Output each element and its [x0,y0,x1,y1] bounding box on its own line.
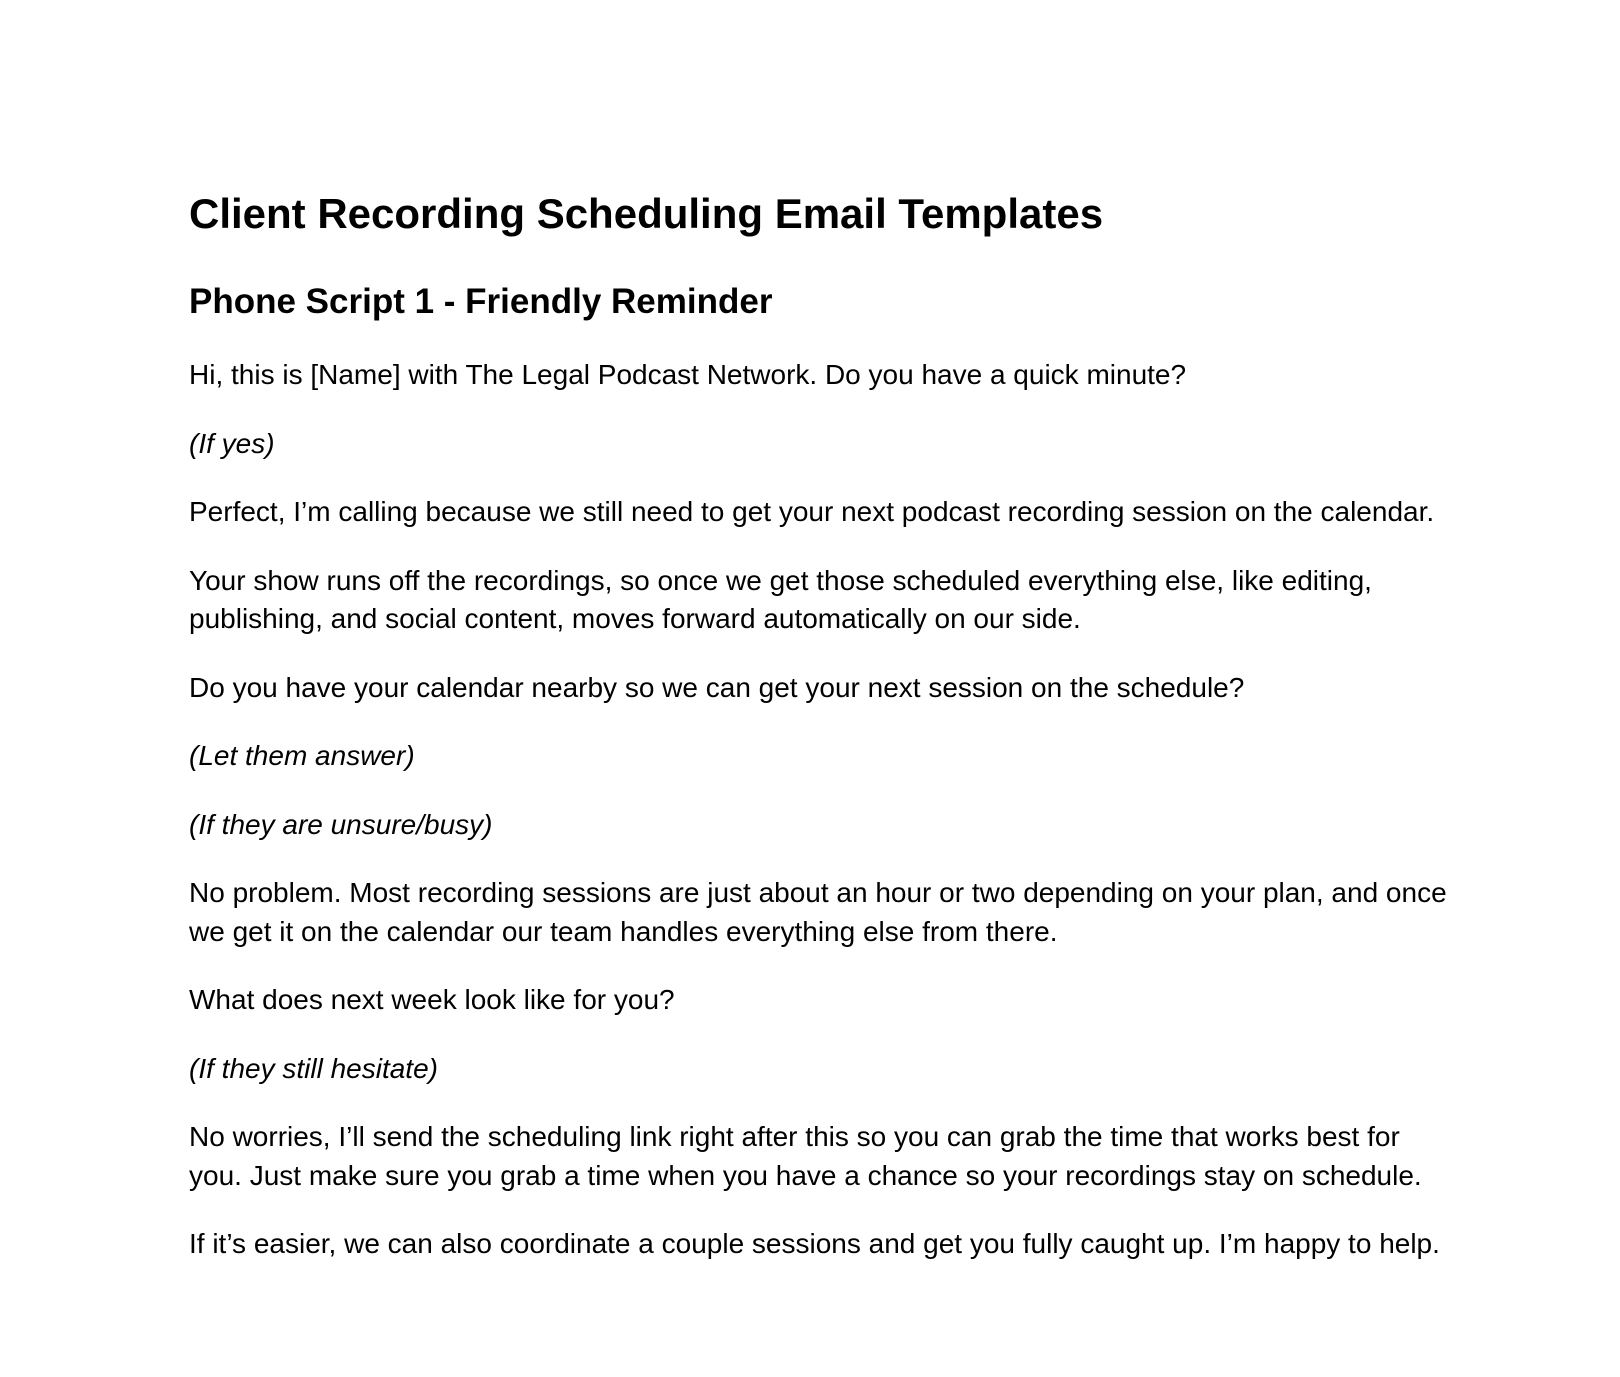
script-line-next-week: What does next week look like for you? [189,984,675,1015]
stage-direction-still-hesitate: (If they still hesitate) [189,1052,438,1084]
document-title: Client Recording Scheduling Email Templates [189,190,1104,237]
script-line-calendar-question: Do you have your calendar nearby so we can get your next session on the schedule? [189,671,1245,703]
script-line-no-problem: No problem. Most recording sessions are just about an hour or two depending on your plan, and once we get it on the calendar our team handles everything else from there. [189,877,1447,947]
script-line-scheduling-link: No worries, I’ll send the scheduling link right after this so you can grab the time that works best for you. Just make sure you grab a time when you have a chance so your recordings stay on schedule. [189,1121,1422,1191]
stage-direction-unsure-busy: (If they are unsure/busy) [189,808,493,840]
script-line-explanation: Your show runs off the recordings, so once we get those scheduled everything else, like editing, publishing, and social content, moves forward automatically on our side. [189,564,1372,634]
script-line-coordinate-sessions: If it’s easier, we can also coordinate a couple sessions and get you fully caught up. I’m happy to help. [189,1228,1440,1259]
section-heading: Phone Script 1 - Friendly Reminder [189,282,773,321]
script-line-purpose: Perfect, I’m calling because we still need to get your next podcast recording session on the calendar. [189,496,1435,527]
document-body [189,188,1449,1264]
script-line-greeting: Hi, this is [Name] with The Legal Podcast Network. Do you have a quick minute? [189,359,1187,390]
stage-direction-let-them-answer: (Let them answer) [189,740,415,771]
stage-direction-if-yes: (If yes) [189,427,275,459]
